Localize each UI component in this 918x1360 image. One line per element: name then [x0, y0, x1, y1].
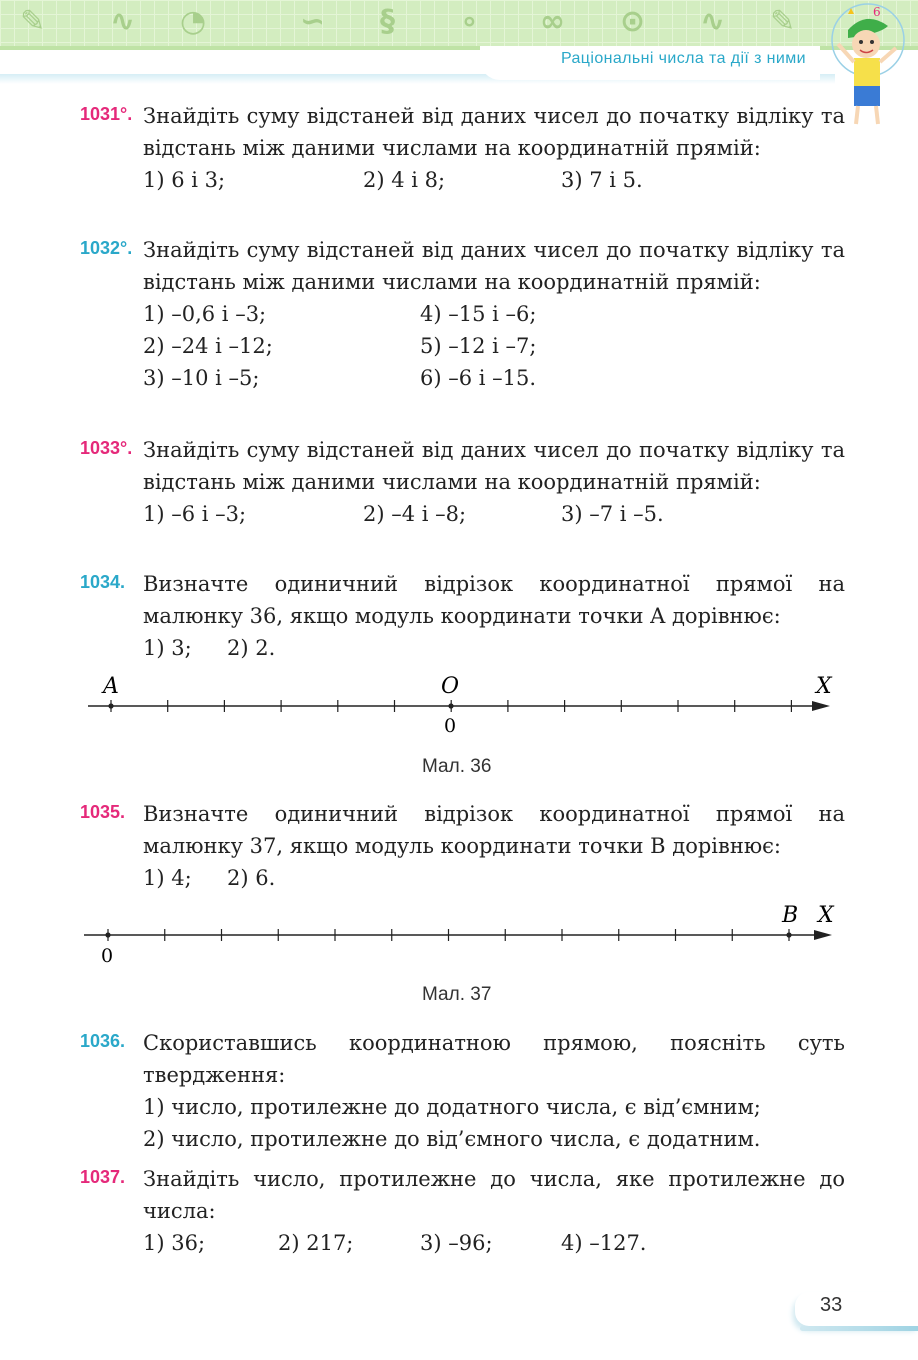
option: 3) –7 і –5.: [561, 502, 664, 526]
figure-caption: Мал. 37: [422, 984, 492, 1005]
number-line-figure-36: [0, 660, 918, 750]
point-b-dot: [786, 932, 791, 937]
point-o-dot: [448, 703, 453, 708]
option: 2) –4 і –8;: [363, 502, 467, 526]
option: 3) –10 і –5;: [143, 366, 260, 390]
zero-label: 0: [101, 945, 114, 967]
axis-x-label: X: [818, 903, 834, 928]
decorative-glyph: ✎: [770, 4, 796, 39]
problem-1031: [80, 100, 845, 196]
problem-text: Скориставшись координатною прямою, поясніть суть твердження:: [143, 1031, 845, 1087]
decorative-glyph: ◔: [180, 4, 207, 39]
option: 4) –15 і –6;: [420, 302, 537, 326]
problem-text: Знайдіть суму відстаней від даних чисел до початку відліку та відстань між даними числами на координатній прямій:: [143, 104, 845, 160]
option: 6) –6 і –15.: [420, 366, 537, 390]
problem-1037: [80, 1163, 845, 1259]
page-number: 33: [820, 1294, 843, 1316]
option: 2) 217;: [278, 1231, 354, 1255]
problem-text: Знайдіть суму відстаней від даних чисел до початку відліку та відстань між даними числами на координатній прямій:: [143, 238, 845, 294]
decorative-glyph: ∘: [460, 4, 479, 39]
decorative-glyph: ✎: [20, 4, 46, 39]
problem-1036: [80, 1027, 845, 1155]
problem-text: Знайдіть суму відстаней від даних чисел до початку відліку та відстань між даними числами на координатній прямій:: [143, 438, 845, 494]
number-line-figure-37: [0, 890, 918, 980]
chapter-title: Раціональні числа та дії з ними: [560, 50, 806, 67]
option: 1) 6 і 3;: [143, 168, 226, 192]
problem-number: 1031°.: [80, 104, 133, 124]
page-number-underline: [800, 1326, 918, 1331]
axis-x-label: X: [816, 674, 832, 699]
option: 1) 36;: [143, 1231, 206, 1255]
origin-dot: [105, 932, 110, 937]
option: 2) 2.: [227, 636, 276, 660]
option: 1) 4;: [143, 866, 192, 890]
option: 4) –127.: [561, 1231, 647, 1255]
problem-text: Визначте одиничний відрізок координатної прямої на малюнку 37, якщо модуль координати точки B дорівнює:: [143, 802, 845, 858]
option: 2) число, протилежне до від’ємного числа, є додатним.: [143, 1127, 761, 1151]
decorative-glyph: ∽: [300, 4, 326, 39]
problem-1033: [80, 434, 845, 530]
page-number-tab: [795, 1292, 918, 1326]
point-b-label: B: [782, 903, 799, 928]
problem-text: Визначте одиничний відрізок координатної прямої на малюнку 36, якщо модуль координати точки A дорівнює:: [143, 572, 845, 628]
axis-arrow: [814, 930, 832, 940]
decorative-glyph: §: [380, 4, 395, 39]
point-a-label: A: [103, 674, 119, 699]
problem-number: 1037.: [80, 1167, 126, 1187]
decorative-glyph: ∿: [700, 4, 726, 39]
problem-number: 1032°.: [80, 238, 133, 258]
options-row: [143, 164, 845, 196]
option: 2) 6.: [227, 866, 276, 890]
problem-1032: [80, 234, 845, 394]
problem-number: 1034.: [80, 572, 126, 592]
option: 3) –96;: [420, 1231, 493, 1255]
option: 1) число, протилежне до додатного числа, є від’ємним;: [143, 1095, 761, 1119]
problem-number: 1036.: [80, 1031, 126, 1051]
decorative-glyph: ∞: [540, 4, 565, 39]
option: 2) 4 і 8;: [363, 168, 446, 192]
problem-text: Знайдіть число, протилежне до числа, яке протилежне до числа:: [143, 1167, 845, 1223]
svg-text:6: 6: [873, 5, 881, 19]
problem-1035: [80, 798, 845, 894]
problem-number: 1035.: [80, 802, 126, 822]
problem-number: 1033°.: [80, 438, 133, 458]
option: 5) –12 і –7;: [420, 334, 537, 358]
option: 1) –6 і –3;: [143, 502, 247, 526]
options-row: [143, 298, 845, 330]
options-row: [143, 1227, 845, 1259]
zero-label: 0: [444, 715, 457, 737]
problem-1034: [80, 568, 845, 664]
option: 3) 7 і 5.: [561, 168, 643, 192]
option: 1) 3;: [143, 636, 192, 660]
options-row: [143, 330, 845, 362]
option: 1) –0,6 і –3;: [143, 302, 267, 326]
decorative-glyph: ⊙: [620, 4, 646, 39]
options-row: [143, 498, 845, 530]
decorative-glyph: ∿: [110, 4, 136, 39]
point-o-label: O: [441, 674, 460, 699]
option: 2) –24 і –12;: [143, 334, 273, 358]
point-a-dot: [108, 703, 113, 708]
options-row: [143, 1091, 845, 1123]
axis-arrow: [812, 701, 830, 711]
options-row: [143, 1123, 845, 1155]
figure-caption: Мал. 36: [422, 756, 492, 777]
options-row: [143, 362, 845, 394]
